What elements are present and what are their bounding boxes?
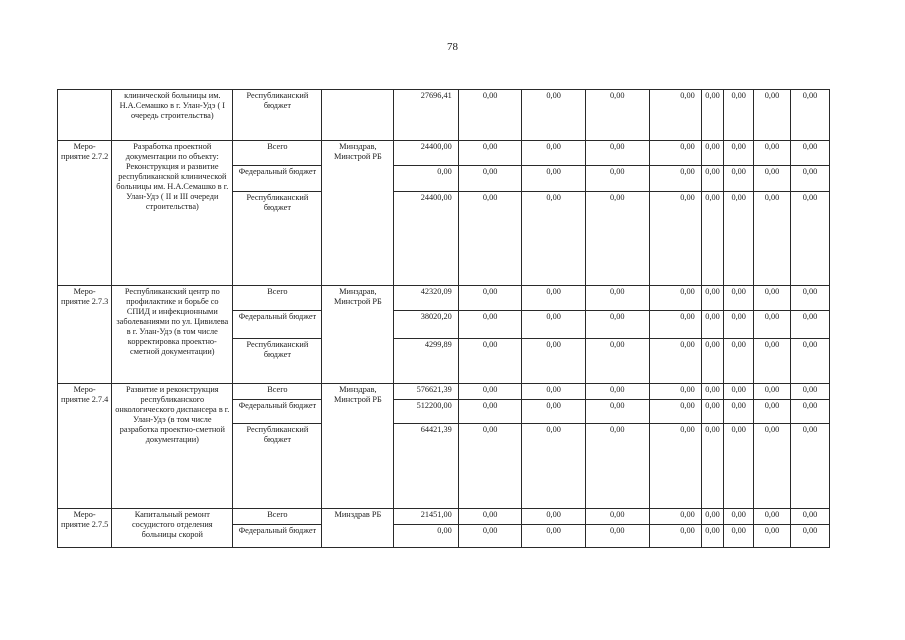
year-cell: 0,00 (724, 286, 754, 311)
year-cell: 0,00 (724, 141, 754, 166)
year-cell: 0,00 (724, 192, 754, 286)
year-cell: 0,00 (522, 141, 586, 166)
budget-table (57, 89, 830, 548)
year-cell: 0,00 (585, 525, 649, 548)
table-row (58, 90, 830, 141)
measure-title: Разработка проектной документации по объекту: Реконструкция и развитие республиканской клинической больницы им. Н.А.Семашко в г. Улан-Удэ ( II и III очереди строительства) (112, 141, 233, 286)
year-cell: 0,00 (585, 400, 649, 424)
year-cell: 0,00 (649, 311, 701, 339)
funding-source: Федеральный бюджет (233, 400, 322, 424)
year-cell: 0,00 (585, 166, 649, 192)
year-cell: 0,00 (754, 311, 791, 339)
year-cell: 0,00 (649, 141, 701, 166)
year-cell: 0,00 (585, 509, 649, 525)
measure-title: Капитальный ремонт сосудистого отделения больницы скорой (112, 509, 233, 548)
year-cell: 0,00 (522, 525, 586, 548)
year-cell: 0,00 (754, 286, 791, 311)
table-row (58, 384, 830, 400)
year-cell: 0,00 (585, 90, 649, 141)
funding-source: Республиканский бюджет (233, 424, 322, 509)
year-cell: 0,00 (522, 424, 586, 509)
year-cell: 0,00 (701, 90, 724, 141)
responsible: Минздрав, Минстрой РБ (322, 384, 394, 509)
year-cell: 0,00 (701, 141, 724, 166)
year-cell: 0,00 (754, 141, 791, 166)
total-cell: 24400,00 (394, 141, 459, 166)
funding-source: Всего (233, 509, 322, 525)
year-cell: 0,00 (724, 400, 754, 424)
year-cell: 0,00 (724, 384, 754, 400)
responsible: Минздрав РБ (322, 509, 394, 548)
year-cell: 0,00 (790, 384, 829, 400)
year-cell: 0,00 (585, 192, 649, 286)
measure-id: Меро-приятие 2.7.5 (58, 509, 112, 548)
table-row (58, 509, 830, 525)
funding-source: Республиканский бюджет (233, 90, 322, 141)
year-cell: 0,00 (458, 400, 522, 424)
year-cell: 0,00 (649, 400, 701, 424)
year-cell: 0,00 (754, 400, 791, 424)
year-cell: 0,00 (754, 339, 791, 384)
year-cell: 0,00 (724, 311, 754, 339)
year-cell: 0,00 (522, 286, 586, 311)
year-cell: 0,00 (754, 384, 791, 400)
year-cell: 0,00 (790, 339, 829, 384)
funding-source: Республиканский бюджет (233, 339, 322, 384)
year-cell: 0,00 (701, 384, 724, 400)
year-cell: 0,00 (790, 311, 829, 339)
year-cell: 0,00 (649, 509, 701, 525)
total-cell: 64421,39 (394, 424, 459, 509)
year-cell: 0,00 (701, 311, 724, 339)
year-cell: 0,00 (790, 286, 829, 311)
year-cell: 0,00 (458, 339, 522, 384)
funding-source: Федеральный бюджет (233, 525, 322, 548)
funding-source: Федеральный бюджет (233, 166, 322, 192)
total-cell: 512200,00 (394, 400, 459, 424)
year-cell: 0,00 (701, 525, 724, 548)
total-cell: 4299,89 (394, 339, 459, 384)
year-cell: 0,00 (649, 90, 701, 141)
funding-source: Всего (233, 286, 322, 311)
year-cell: 0,00 (522, 90, 586, 141)
year-cell: 0,00 (701, 166, 724, 192)
measure-title: Республиканский центр по профилактике и борьбе со СПИД и инфекционными заболеваниями по ул. Цивилева в г. Улан-Удэ (в том числе корректировка проектно-сметной документации) (112, 286, 233, 384)
total-cell: 42320,09 (394, 286, 459, 311)
year-cell: 0,00 (754, 90, 791, 141)
year-cell: 0,00 (790, 166, 829, 192)
total-cell: 24400,00 (394, 192, 459, 286)
year-cell: 0,00 (522, 311, 586, 339)
table-row (58, 141, 830, 166)
year-cell: 0,00 (522, 400, 586, 424)
measure-id: Меро-приятие 2.7.3 (58, 286, 112, 384)
year-cell: 0,00 (458, 509, 522, 525)
measure-id: Меро-приятие 2.7.4 (58, 384, 112, 509)
year-cell: 0,00 (649, 525, 701, 548)
responsible: Минздрав, Минстрой РБ (322, 286, 394, 384)
year-cell: 0,00 (649, 384, 701, 400)
year-cell: 0,00 (458, 311, 522, 339)
measure-title: клинической больницы им. Н.А.Семашко в г. Улан-Удэ ( I очередь строительства) (112, 90, 233, 141)
year-cell: 0,00 (790, 525, 829, 548)
total-cell: 27696,41 (394, 90, 459, 141)
year-cell: 0,00 (790, 90, 829, 141)
year-cell: 0,00 (522, 509, 586, 525)
funding-source: Всего (233, 141, 322, 166)
year-cell: 0,00 (649, 166, 701, 192)
year-cell: 0,00 (585, 339, 649, 384)
year-cell: 0,00 (522, 384, 586, 400)
year-cell: 0,00 (585, 311, 649, 339)
year-cell: 0,00 (701, 192, 724, 286)
year-cell: 0,00 (585, 424, 649, 509)
total-cell: 21451,00 (394, 509, 459, 525)
year-cell: 0,00 (585, 384, 649, 400)
year-cell: 0,00 (458, 166, 522, 192)
year-cell: 0,00 (585, 286, 649, 311)
year-cell: 0,00 (458, 424, 522, 509)
year-cell: 0,00 (522, 339, 586, 384)
total-cell: 38020,20 (394, 311, 459, 339)
year-cell: 0,00 (754, 509, 791, 525)
year-cell: 0,00 (649, 192, 701, 286)
year-cell: 0,00 (701, 509, 724, 525)
year-cell: 0,00 (458, 90, 522, 141)
year-cell: 0,00 (701, 424, 724, 509)
year-cell: 0,00 (790, 192, 829, 286)
year-cell: 0,00 (724, 166, 754, 192)
year-cell: 0,00 (724, 525, 754, 548)
year-cell: 0,00 (724, 339, 754, 384)
year-cell: 0,00 (724, 424, 754, 509)
year-cell: 0,00 (522, 166, 586, 192)
year-cell: 0,00 (458, 141, 522, 166)
year-cell: 0,00 (585, 141, 649, 166)
year-cell: 0,00 (790, 141, 829, 166)
year-cell: 0,00 (458, 384, 522, 400)
year-cell: 0,00 (522, 192, 586, 286)
page-number: 78 (447, 41, 458, 53)
total-cell: 0,00 (394, 525, 459, 548)
year-cell: 0,00 (754, 525, 791, 548)
funding-source: Федеральный бюджет (233, 311, 322, 339)
year-cell: 0,00 (754, 192, 791, 286)
year-cell: 0,00 (724, 509, 754, 525)
year-cell: 0,00 (790, 509, 829, 525)
year-cell: 0,00 (458, 525, 522, 548)
year-cell: 0,00 (754, 166, 791, 192)
year-cell: 0,00 (649, 339, 701, 384)
measure-id (58, 90, 112, 141)
year-cell: 0,00 (701, 339, 724, 384)
table-row (58, 286, 830, 311)
measure-id: Меро-приятие 2.7.2 (58, 141, 112, 286)
measure-title: Развитие и реконструкция республиканского онкологического диспансера в г. Улан-Удэ (в том числе разработка проектно-сметной документации) (112, 384, 233, 509)
total-cell: 0,00 (394, 166, 459, 192)
year-cell: 0,00 (649, 286, 701, 311)
year-cell: 0,00 (701, 400, 724, 424)
year-cell: 0,00 (724, 90, 754, 141)
responsible: Минздрав, Минстрой РБ (322, 141, 394, 286)
funding-source: Республиканский бюджет (233, 192, 322, 286)
year-cell: 0,00 (649, 424, 701, 509)
year-cell: 0,00 (790, 400, 829, 424)
responsible (322, 90, 394, 141)
funding-source: Всего (233, 384, 322, 400)
total-cell: 576621,39 (394, 384, 459, 400)
year-cell: 0,00 (458, 286, 522, 311)
year-cell: 0,00 (790, 424, 829, 509)
year-cell: 0,00 (458, 192, 522, 286)
year-cell: 0,00 (701, 286, 724, 311)
year-cell: 0,00 (754, 424, 791, 509)
